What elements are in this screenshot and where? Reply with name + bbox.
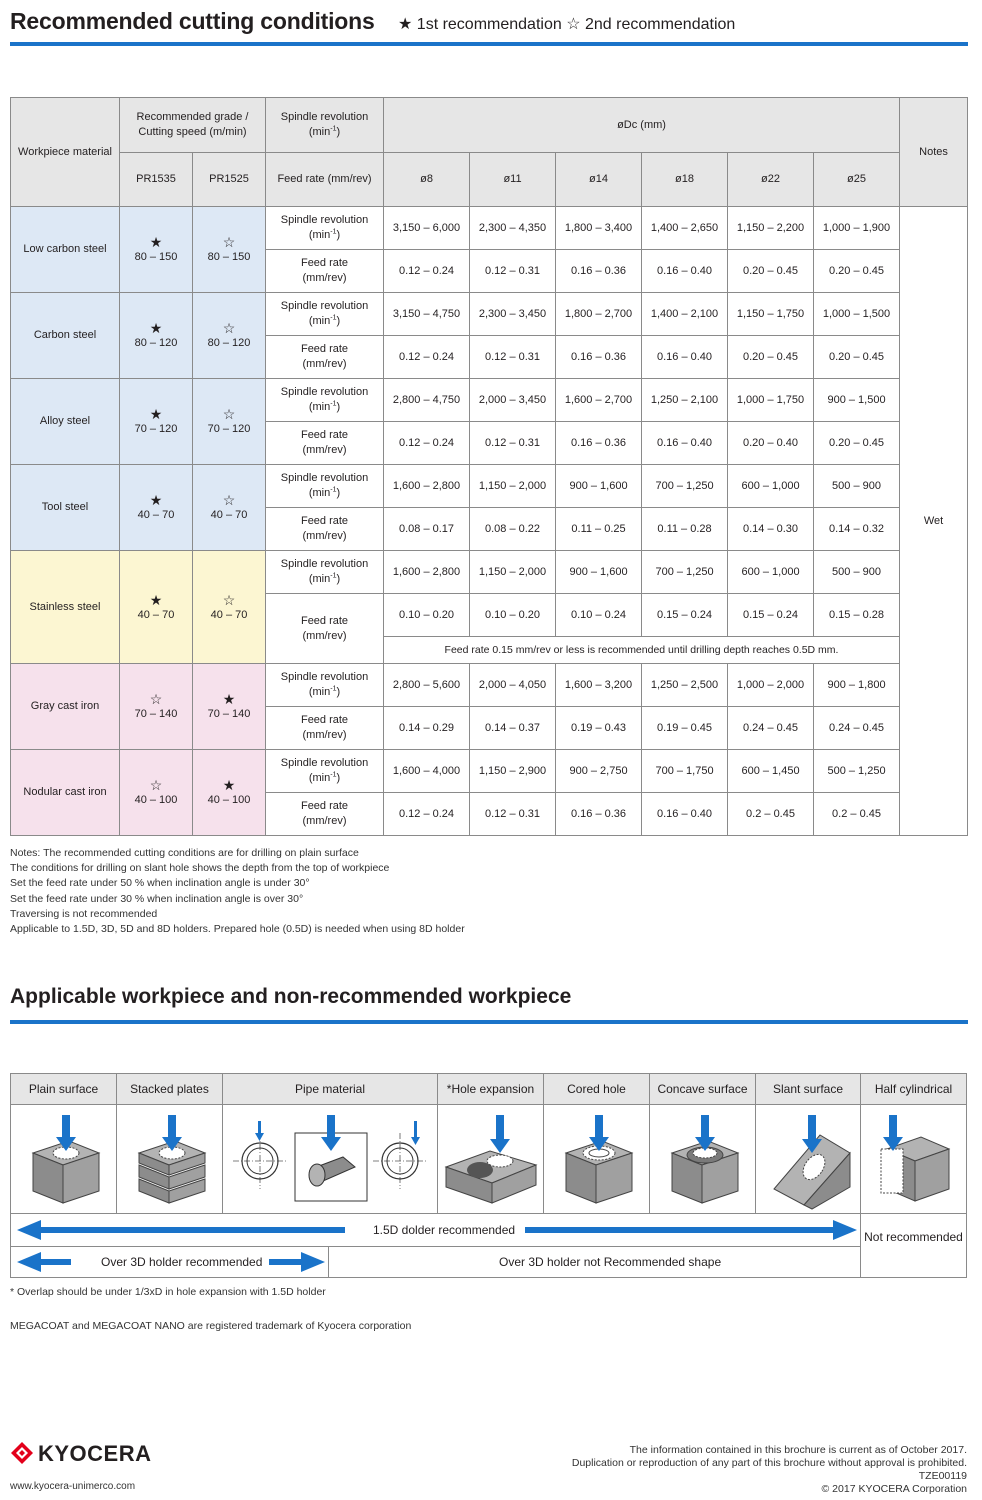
recommendation-star-icon: ☆ <box>149 691 163 707</box>
spindle-value-cell: 600 – 1,450 <box>728 750 814 793</box>
spindle-label-text: Spindle revolution <box>280 671 369 683</box>
spindle-value-cell: 2,300 – 3,450 <box>470 293 556 336</box>
section-header-cutting-conditions <box>10 6 968 46</box>
feed-rate-label <box>266 508 384 551</box>
recommendation-legend: ★ 1st recommendation ☆ 2nd recommendation <box>398 16 736 33</box>
spindle-value-cell: 500 – 1,250 <box>814 750 900 793</box>
workpiece-material-cell: Stainless steel <box>11 551 120 664</box>
note-line: Set the feed rate under 30 % when inclination angle is over 30° <box>10 892 304 905</box>
grade-1-cell <box>120 664 193 750</box>
feed-value-cell: 0.20 – 0.45 <box>728 250 814 293</box>
feed-rate-label <box>266 594 384 664</box>
spindle-label-text: Spindle revolution <box>280 757 369 769</box>
grade-1-cell <box>120 207 193 293</box>
spindle-value-cell: 1,250 – 2,100 <box>642 379 728 422</box>
feed-rate-label <box>266 250 384 293</box>
recommendation-star-icon: ★ <box>149 406 163 422</box>
spindle-revolution-label: Spindle revolution $(\min^{-1})$ <box>266 379 384 422</box>
cutting-speed: 80 – 150 <box>207 251 251 263</box>
spindle-value-cell: 1,600 – 4,000 <box>384 750 470 793</box>
spindle-value-cell: 2,800 – 4,750 <box>384 379 470 422</box>
cutting-speed: 40 – 100 <box>207 794 251 806</box>
spindle-value-cell: 900 – 2,750 <box>556 750 642 793</box>
workpiece-material-cell: Low carbon steel <box>11 207 120 293</box>
feed-value-cell: 0.20 – 0.45 <box>728 336 814 379</box>
feed-value-cell: 0.12 – 0.24 <box>384 793 470 836</box>
col-plain-surface: Plain surface <box>11 1074 117 1105</box>
notes-cell: Wet <box>900 207 968 836</box>
recommendation-star-icon: ☆ <box>222 492 236 508</box>
feed-value-cell: 0.19 – 0.45 <box>642 707 728 750</box>
feed-rate-label <box>266 336 384 379</box>
grade-2-cell <box>193 664 266 750</box>
plain-surface-illustration <box>11 1105 117 1214</box>
feed-value-cell: 0.12 – 0.31 <box>470 250 556 293</box>
feed-value-cell: 0.08 – 0.17 <box>384 508 470 551</box>
header-dc: øDc (mm) <box>384 98 900 153</box>
feed-value-cell: 0.11 – 0.28 <box>642 508 728 551</box>
grade-2-cell <box>193 750 266 836</box>
feed-value-cell: 0.14 – 0.30 <box>728 508 814 551</box>
website-url[interactable]: www.kyocera-unimerco.com <box>10 1481 136 1492</box>
feed-label-unit: (mm/rev) <box>302 729 347 741</box>
feed-value-cell: 0.12 – 0.24 <box>384 336 470 379</box>
col-slant-surface: Slant surface <box>756 1074 861 1105</box>
feed-value-cell: 0.14 – 0.32 <box>814 508 900 551</box>
spindle-value-cell: 2,000 – 4,050 <box>470 664 556 707</box>
spindle-revolution-label: Spindle revolution $(\min^{-1})$ <box>266 465 384 508</box>
feed-value-cell: 0.12 – 0.31 <box>470 793 556 836</box>
feed-value-cell: 0.16 – 0.36 <box>556 422 642 465</box>
cutting-speed: 70 – 140 <box>207 708 251 720</box>
spindle-value-cell: 700 – 1,750 <box>642 750 728 793</box>
recommendation-star-icon: ☆ <box>222 234 236 250</box>
feed-label-text: Feed rate <box>300 257 349 269</box>
spindle-value-cell: 1,600 – 3,200 <box>556 664 642 707</box>
row-3d-holder-recommended <box>11 1247 329 1278</box>
applicable-workpiece-table <box>10 1073 967 1278</box>
applications-header-row <box>11 1074 966 1105</box>
cutting-speed: 80 – 150 <box>134 251 178 263</box>
feed-value-cell: 0.16 – 0.36 <box>556 250 642 293</box>
feed-value-cell: 0.12 – 0.24 <box>384 422 470 465</box>
recommendation-star-icon: ★ <box>149 591 163 608</box>
concave-surface-illustration <box>650 1105 756 1214</box>
note-line: The conditions for drilling on slant hole shows the depth from the top of workpiece <box>10 862 390 875</box>
feed-value-cell: 0.20 – 0.40 <box>728 422 814 465</box>
feed-value-cell: 0.16 – 0.40 <box>642 250 728 293</box>
header-notes: Notes <box>900 98 968 207</box>
label-3d-holder-not-recommended: Over 3D holder not Recommended shape <box>493 1255 727 1269</box>
feed-label-text: Feed rate <box>300 429 349 441</box>
footnote: * Overlap should be under 1/3xD in hole expansion with 1.5D holder <box>10 1286 326 1298</box>
feed-label-unit: (mm/rev) <box>302 444 347 456</box>
spindle-value-cell: 500 – 900 <box>814 465 900 508</box>
note-line: Set the feed rate under 50 % when inclination angle is under 30° <box>10 877 310 890</box>
spindle-revolution-label: Spindle revolution $(\min^{-1})$ <box>266 551 384 594</box>
feed-rate-label <box>266 707 384 750</box>
workpiece-material-cell: Carbon steel <box>11 293 120 379</box>
spindle-value-cell: 1,800 – 3,400 <box>556 207 642 250</box>
table-row <box>11 551 968 594</box>
feed-label-unit: (mm/rev) <box>302 530 347 542</box>
header-diameter: ø14 <box>556 153 642 207</box>
label-3d-holder-recommended: Over 3D holder recommended <box>95 1255 268 1269</box>
col-cored-hole: Cored hole <box>544 1074 650 1105</box>
spindle-label-text: Spindle revolution <box>280 472 369 484</box>
spindle-value-cell: 2,000 – 3,450 <box>470 379 556 422</box>
recommendation-star-icon: ☆ <box>222 591 236 608</box>
spindle-label-unit: (min <box>308 772 331 784</box>
feed-value-cell: 0.16 – 0.36 <box>556 793 642 836</box>
spindle-value-cell: 1,600 – 2,700 <box>556 379 642 422</box>
feed-value-cell: 0.12 – 0.24 <box>384 250 470 293</box>
spindle-revolution-label: Spindle revolution $(\min^{-1})$ <box>266 207 384 250</box>
feed-value-cell: 0.19 – 0.43 <box>556 707 642 750</box>
recommendation-star-icon: ☆ <box>149 777 163 793</box>
trademark-note: MEGACOAT and MEGACOAT NANO are registered trademark of Kyocera corporation <box>10 1320 412 1332</box>
disclaimer-line: TZE00119 <box>918 1470 967 1482</box>
label-15d-holder: 1.5D dolder recommended <box>367 1223 521 1237</box>
spindle-value-cell: 1,150 – 2,900 <box>470 750 556 793</box>
workpiece-material-cell: Nodular cast iron <box>11 750 120 836</box>
spindle-label-unit: (min <box>308 229 331 241</box>
header-diameter: ø11 <box>470 153 556 207</box>
spindle-value-cell: 1,150 – 1,750 <box>728 293 814 336</box>
feed-rate-label <box>266 793 384 836</box>
header-diameter: ø8 <box>384 153 470 207</box>
table-row <box>11 379 968 422</box>
grade-1-cell <box>120 750 193 836</box>
spindle-revolution-label: Spindle revolution $(\min^{-1})$ <box>266 664 384 707</box>
spindle-label-text: Spindle revolution <box>280 300 369 312</box>
spindle-value-cell: 2,300 – 4,350 <box>470 207 556 250</box>
disclaimer-line: The information contained in this brochure is current as of October 2017. <box>629 1444 967 1456</box>
recommendation-star-icon: ★ <box>149 234 163 250</box>
table-row <box>11 750 968 793</box>
table-notes <box>10 846 465 937</box>
feed-label-text: Feed rate <box>300 800 349 812</box>
feed-value-cell: 0.11 – 0.25 <box>556 508 642 551</box>
cutting-speed: 70 – 120 <box>207 423 251 435</box>
recommendation-star-icon: ★ <box>222 777 236 793</box>
spindle-revolution-label: Spindle revolution $(\min^{-1})$ <box>266 293 384 336</box>
spindle-value-cell: 1,000 – 2,000 <box>728 664 814 707</box>
header-workpiece-material: Workpiece material <box>11 98 120 207</box>
header-grade-1: PR1535 <box>120 153 193 207</box>
disclaimer-line: © 2017 KYOCERA Corporation <box>821 1483 967 1495</box>
spindle-label-text: Spindle revolution <box>280 214 369 226</box>
table-row <box>11 293 968 336</box>
feed-value-cell: 0.12 – 0.31 <box>470 336 556 379</box>
feed-value-cell: 0.15 – 0.24 <box>642 594 728 637</box>
spindle-label-text: Spindle revolution <box>280 558 369 570</box>
col-half-cylindrical: Half cylindrical <box>874 1082 953 1096</box>
feed-value-cell: 0.10 – 0.20 <box>470 594 556 637</box>
spindle-label-unit: (min <box>308 487 331 499</box>
feed-value-cell: 0.16 – 0.40 <box>642 336 728 379</box>
feed-label-text: Feed rate <box>300 515 349 527</box>
grade-2-cell <box>193 207 266 293</box>
cutting-speed: 40 – 70 <box>137 608 175 621</box>
header-spindle-text: Spindle revolution <box>280 111 369 123</box>
section-title: Applicable workpiece and non-recommended workpiece <box>10 985 572 1008</box>
spindle-revolution-label: Spindle revolution $(\min^{-1})$ <box>266 750 384 793</box>
grade-2-cell <box>193 551 266 664</box>
spindle-value-cell: 900 – 1,600 <box>556 465 642 508</box>
recommendation-star-icon: ★ <box>149 492 163 508</box>
section-header-applicable-workpiece <box>10 982 968 1024</box>
feed-rate-label <box>266 422 384 465</box>
brand-name: KYOCERA <box>38 1441 152 1466</box>
spindle-value-cell: 1,250 – 2,500 <box>642 664 728 707</box>
disclaimer <box>572 1444 967 1496</box>
cutting-speed: 70 – 140 <box>134 708 178 720</box>
feed-label-text: Feed rate <box>300 614 349 627</box>
note-line: Traversing is not recommended <box>10 907 158 920</box>
table-row <box>11 465 968 508</box>
cutting-speed: 80 – 120 <box>134 337 178 349</box>
hole-expansion-illustration <box>438 1105 544 1214</box>
spindle-label-unit: (min <box>308 573 331 585</box>
feed-label-unit: (mm/rev) <box>302 272 347 284</box>
spindle-value-cell: 900 – 1,500 <box>814 379 900 422</box>
spindle-label-unit: (min <box>308 315 331 327</box>
col-stacked-plates: Stacked plates <box>117 1074 223 1105</box>
table-row <box>11 664 968 707</box>
spindle-value-cell: 900 – 1,600 <box>556 551 642 594</box>
col-pipe-material: Pipe material <box>223 1074 438 1105</box>
kyocera-logo <box>10 1441 152 1470</box>
not-recommended-cell: Not recommended <box>864 1230 963 1244</box>
workpiece-material-cell: Tool steel <box>11 465 120 551</box>
grade-2-cell <box>193 379 266 465</box>
header-diameter: ø18 <box>642 153 728 207</box>
table-row <box>11 207 968 250</box>
feed-value-cell: 0.10 – 0.20 <box>384 594 470 637</box>
spindle-value-cell: 600 – 1,000 <box>728 551 814 594</box>
cutting-speed: 40 – 70 <box>137 509 175 521</box>
grade-1-cell <box>120 379 193 465</box>
feed-value-cell: 0.14 – 0.29 <box>384 707 470 750</box>
spindle-value-cell: 1,150 – 2,000 <box>470 465 556 508</box>
feed-value-cell: 0.15 – 0.28 <box>814 594 900 637</box>
header-grade-2: PR1525 <box>193 153 266 207</box>
spindle-value-cell: 1,800 – 2,700 <box>556 293 642 336</box>
half-cylindrical-illustration <box>861 1105 966 1214</box>
note-line: Applicable to 1.5D, 3D, 5D and 8D holders. Prepared hole (0.5D) is needed when using 8D holder <box>10 923 465 936</box>
header-spindle-unit: (min <box>308 126 331 138</box>
cutting-speed: 80 – 120 <box>207 337 251 349</box>
feed-value-cell: 0.20 – 0.45 <box>814 422 900 465</box>
note-line: Notes: The recommended cutting conditions are for drilling on plain surface <box>10 847 359 859</box>
feed-label-text: Feed rate <box>300 343 349 355</box>
cutting-speed: 40 – 70 <box>210 509 248 521</box>
spindle-value-cell: 1,600 – 2,800 <box>384 551 470 594</box>
grade-2-cell <box>193 293 266 379</box>
cutting-conditions-table <box>10 97 968 836</box>
spindle-value-cell: 3,150 – 4,750 <box>384 293 470 336</box>
workpiece-material-cell: Alloy steel <box>11 379 120 465</box>
feed-value-cell: 0.12 – 0.31 <box>470 422 556 465</box>
pipe-material-illustration <box>223 1105 438 1214</box>
grade-1-cell <box>120 551 193 664</box>
feed-value-cell: 0.14 – 0.37 <box>470 707 556 750</box>
row-15d-holder <box>11 1214 861 1247</box>
feed-value-cell: 0.08 – 0.22 <box>470 508 556 551</box>
spindle-value-cell: 600 – 1,000 <box>728 465 814 508</box>
feed-value-cell: 0.20 – 0.45 <box>814 250 900 293</box>
spindle-label-unit: (min <box>308 686 331 698</box>
spindle-value-cell: 1,000 – 1,750 <box>728 379 814 422</box>
cutting-speed: 70 – 120 <box>134 423 178 435</box>
feed-value-cell: 0.16 – 0.40 <box>642 793 728 836</box>
spindle-label-unit: (min <box>308 401 331 413</box>
feed-value-cell: 0.20 – 0.45 <box>814 336 900 379</box>
header-feed-rate: Feed rate (mm/rev) <box>266 153 384 207</box>
spindle-value-cell: 700 – 1,250 <box>642 551 728 594</box>
feed-label-unit: (mm/rev) <box>302 358 347 370</box>
stainless-feed-note: Feed rate 0.15 mm/rev or less is recommended until drilling depth reaches 0.5D mm. <box>384 637 900 664</box>
spindle-value-cell: 2,800 – 5,600 <box>384 664 470 707</box>
header-recommended-grade: Recommended grade / Cutting speed (m/min) <box>120 98 266 153</box>
feed-value-cell: 0.2 – 0.45 <box>728 793 814 836</box>
feed-value-cell: 0.24 – 0.45 <box>728 707 814 750</box>
col-concave-surface: Concave surface <box>650 1074 756 1105</box>
stacked-plates-illustration <box>117 1105 223 1214</box>
recommendation-star-icon: ★ <box>222 691 236 707</box>
recommendation-star-icon: ☆ <box>222 406 236 422</box>
spindle-value-cell: 1,150 – 2,200 <box>728 207 814 250</box>
spindle-value-cell: 1,400 – 2,100 <box>642 293 728 336</box>
row-3d-holder-not-recommended <box>329 1247 861 1278</box>
kyocera-emblem-icon <box>10 1441 34 1465</box>
feed-value-cell: 0.2 – 0.45 <box>814 793 900 836</box>
spindle-value-cell: 1,000 – 1,500 <box>814 293 900 336</box>
grade-2-cell <box>193 465 266 551</box>
spindle-value-cell: 1,600 – 2,800 <box>384 465 470 508</box>
grade-1-cell <box>120 293 193 379</box>
recommendation-star-icon: ☆ <box>222 320 236 336</box>
section-title: Recommended cutting conditions <box>10 8 375 34</box>
header-diameter: ø22 <box>728 153 814 207</box>
recommendation-star-icon: ★ <box>149 320 163 336</box>
feed-value-cell: 0.16 – 0.40 <box>642 422 728 465</box>
spindle-value-cell: 900 – 1,800 <box>814 664 900 707</box>
col-hole-expansion: *Hole expansion <box>438 1074 544 1105</box>
spindle-value-cell: 1,000 – 1,900 <box>814 207 900 250</box>
spindle-value-cell: 3,150 – 6,000 <box>384 207 470 250</box>
cutting-speed: 40 – 100 <box>134 794 178 806</box>
feed-value-cell: 0.24 – 0.45 <box>814 707 900 750</box>
header-spindle-revolution: Spindle revolution $(\min^{-1})$ <box>266 98 384 153</box>
disclaimer-line: Duplication or reproduction of any part of this brochure without approval is prohibited. <box>571 1457 967 1469</box>
feed-value-cell: 0.10 – 0.24 <box>556 594 642 637</box>
feed-value-cell: 0.15 – 0.24 <box>728 594 814 637</box>
feed-label-unit: (mm/rev) <box>302 815 347 827</box>
workpiece-material-cell: Gray cast iron <box>11 664 120 750</box>
header-diameter: ø25 <box>814 153 900 207</box>
feed-label-text: Feed rate <box>300 714 349 726</box>
spindle-value-cell: 500 – 900 <box>814 551 900 594</box>
cutting-speed: 40 – 70 <box>210 608 248 621</box>
spindle-value-cell: 700 – 1,250 <box>642 465 728 508</box>
feed-value-cell: 0.16 – 0.36 <box>556 336 642 379</box>
feed-label-unit: (mm/rev) <box>302 629 347 642</box>
slant-surface-illustration <box>756 1105 861 1214</box>
spindle-label-text: Spindle revolution <box>280 386 369 398</box>
spindle-value-cell: 1,150 – 2,000 <box>470 551 556 594</box>
spindle-value-cell: 1,400 – 2,650 <box>642 207 728 250</box>
cored-hole-illustration <box>544 1105 650 1214</box>
grade-1-cell <box>120 465 193 551</box>
